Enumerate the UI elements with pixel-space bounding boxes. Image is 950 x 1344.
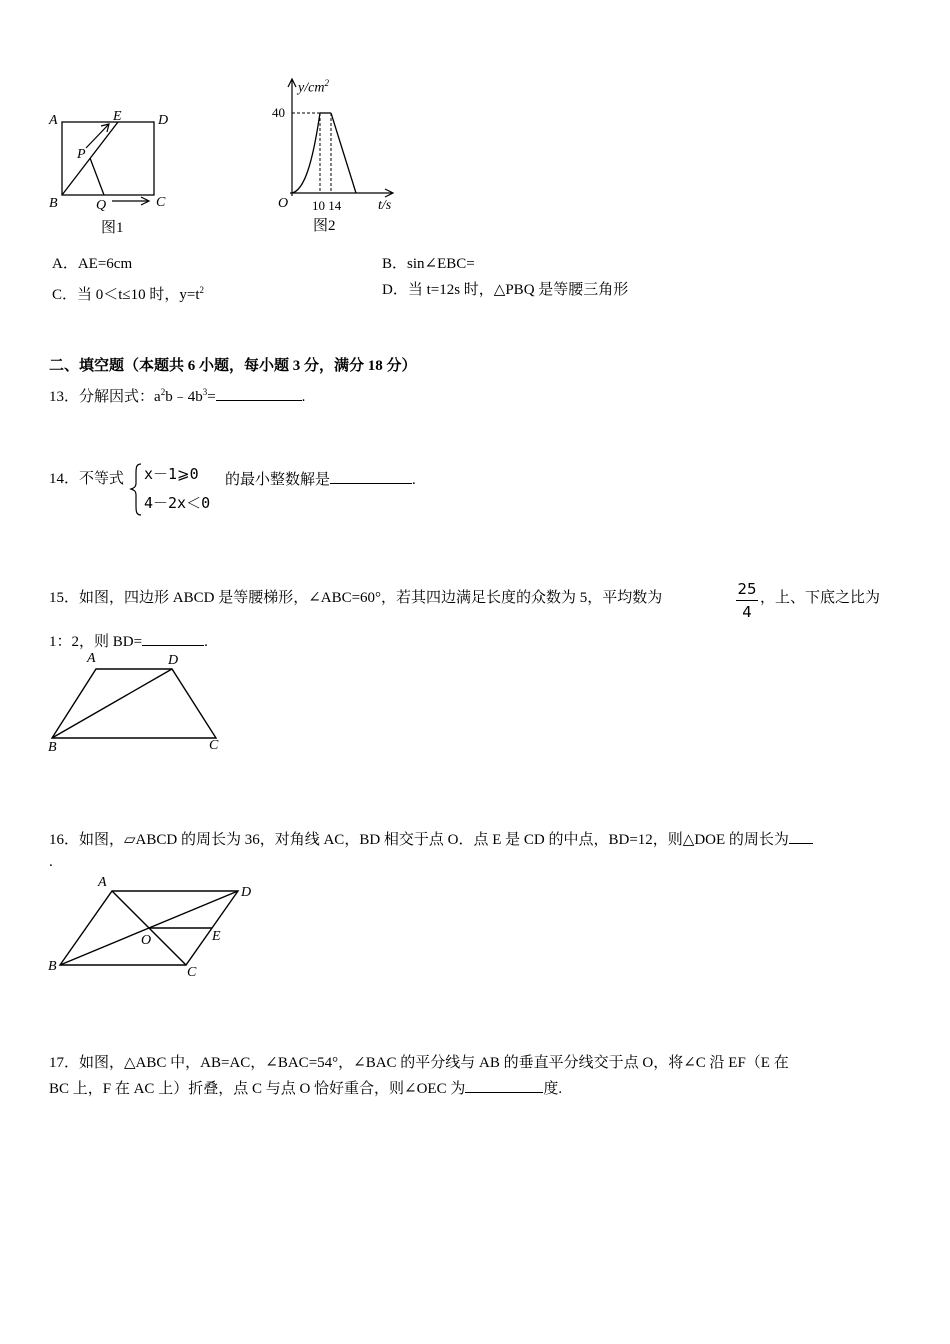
fig2-x-label: t/s <box>378 198 392 213</box>
fig2-y-tick-40: 40 <box>272 105 285 120</box>
para-label-D: D <box>241 885 252 900</box>
fig1-label-E: E <box>113 109 122 124</box>
fraction-numerator: 25 <box>737 580 757 598</box>
para-label-E: E <box>212 929 221 944</box>
option-A: A．AE=6cm <box>52 256 133 272</box>
question-16-line-1: 16．如图，▱ABCD 的周长为 36，对角线 AC，BD 相交于点 O．点 E 是 CD 的中点，BD=12，则△DOE 的周长为 <box>49 829 813 850</box>
question-17-line-1: 17．如图，△ABC 中，AB=AC，∠BAC=54°，∠BAC 的平分线与 AB 的垂直平分线交于点 O，将∠C 沿 EF（E 在 <box>49 1055 789 1071</box>
fig1-label-A: A <box>49 113 58 128</box>
section-heading: 二、填空题（本题共 6 小题，每小题 3 分，满分 18 分） <box>49 358 417 374</box>
option-B: B．sin∠EBC= <box>382 256 475 272</box>
question-16-line-2: . <box>49 854 53 870</box>
para-label-C: C <box>187 965 197 980</box>
fraction-denominator: 4 <box>742 603 752 621</box>
inequality-line-1: x－1⩾0 <box>144 465 199 483</box>
option-C: C．当 0＜t≤10 时，$y=t^2$ <box>52 285 205 303</box>
fig1-label-P: P <box>77 147 86 162</box>
para-label-B: B <box>48 959 57 974</box>
fig1-label-B: B <box>49 196 58 211</box>
fig2-origin: O <box>278 196 289 211</box>
inequality-line-2: 4－2x＜0 <box>144 494 211 512</box>
question-15-line-2: 1：2，则 BD= . <box>49 631 208 652</box>
trap-label-C: C <box>209 738 219 753</box>
question-15-line-1-end: ，上、下底之比为 <box>760 590 881 606</box>
fig2-caption: 图2 <box>313 218 336 234</box>
question-17-line-2: BC 上，F 在 AC 上）折叠，点 C 与点 O 恰好重合，则∠OEC 为 度. <box>49 1078 562 1099</box>
option-D: D．当 t=12s 时，△PBQ 是等腰三角形 <box>382 282 629 298</box>
fig1-label-D: D <box>158 113 169 128</box>
question-13: 13．分解因式：$a^2b﹣4b^3=$ . <box>49 387 306 405</box>
question-14-prefix: 14．不等式 <box>49 471 125 487</box>
fig2-y-label: $y/cm^2$ <box>298 78 329 96</box>
trap-label-D: D <box>168 653 179 668</box>
question-15-line-1: 15．如图，四边形 ABCD 是等腰梯形，∠ABC=60°，若其四边满足长度的众数为 5，平均数为 <box>49 590 663 606</box>
trap-label-A: A <box>87 651 96 666</box>
fig1-caption: 图1 <box>101 220 124 236</box>
fig1-label-C: C <box>156 195 166 210</box>
fig1-label-Q: Q <box>96 198 107 213</box>
question-14-suffix: 的最小整数解是 . <box>225 469 416 490</box>
para-label-A: A <box>98 875 107 890</box>
answer-blank-17[interactable] <box>465 1078 543 1093</box>
para-label-O: O <box>141 933 152 948</box>
fig2-x-ticks: 10 14 <box>312 198 342 213</box>
trap-label-B: B <box>48 740 57 755</box>
